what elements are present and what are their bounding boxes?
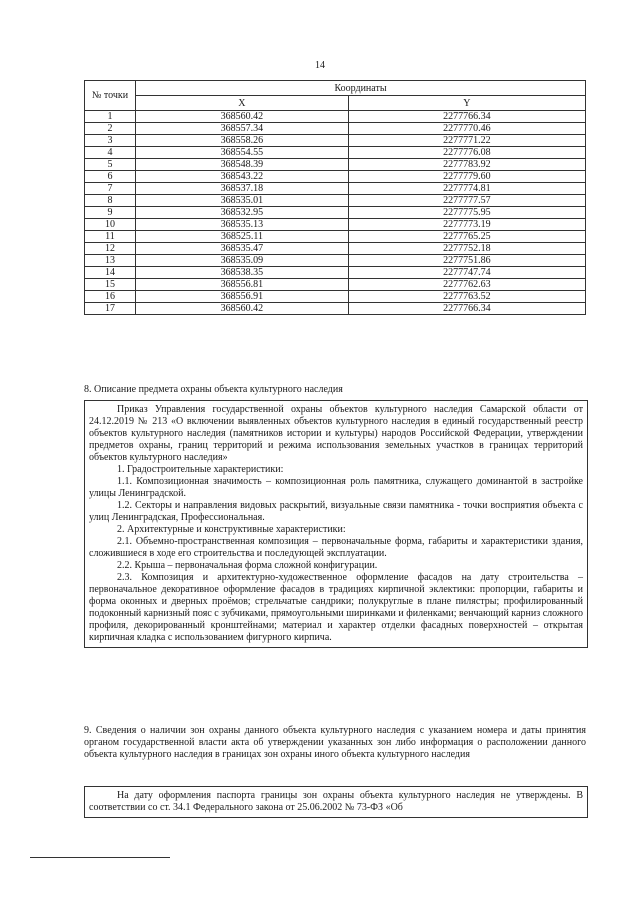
table-row — [85, 243, 586, 255]
y-coordinate-cell: 2277766.34 — [348, 303, 585, 315]
point-number-cell: 10 — [85, 219, 136, 231]
section-8-box — [84, 400, 588, 648]
y-header: Y — [348, 96, 585, 111]
table-row — [85, 207, 586, 219]
y-coordinate-cell: 2277777.57 — [348, 195, 585, 207]
x-coordinate-cell: 368548.39 — [136, 159, 349, 171]
urban-characteristics-heading: 1. Градостроительные характеристики: — [117, 464, 284, 475]
point-number-cell: 4 — [85, 147, 136, 159]
section-8-heading: 8. Описание предмета охраны объекта культурного наследия — [84, 384, 343, 395]
point-number-cell: 16 — [85, 291, 136, 303]
table-row — [85, 219, 586, 231]
point-number-cell: 5 — [85, 159, 136, 171]
y-coordinate-cell: 2277776.08 — [348, 147, 585, 159]
point-number-cell: 2 — [85, 123, 136, 135]
table-row — [85, 267, 586, 279]
architectural-characteristics-heading: 2. Архитектурные и конструктивные характеристики: — [117, 524, 346, 535]
coordinates-header: Координаты — [136, 81, 586, 96]
y-coordinate-cell: 2277773.19 — [348, 219, 585, 231]
compositional-significance: 1.1. Композиционная значимость – композиционная роль памятника, служащего доминантой в застройке улицы Ленинградской. — [89, 476, 583, 499]
point-number-cell: 17 — [85, 303, 136, 315]
x-coordinate-cell: 368560.42 — [136, 111, 349, 123]
x-coordinate-cell: 368532.95 — [136, 207, 349, 219]
table-row — [85, 147, 586, 159]
x-coordinate-cell: 368535.09 — [136, 255, 349, 267]
x-coordinate-cell: 368556.91 — [136, 291, 349, 303]
point-number-cell: 3 — [85, 135, 136, 147]
footnote-rule — [30, 857, 170, 858]
spatial-composition: 2.1. Объемно-пространственная композиция – первоначальные форма, габариты и характеристики здания, сложившиеся в ходе его строительства и последующей эксплуатации. — [89, 536, 583, 559]
x-header: X — [136, 96, 349, 111]
table-row — [85, 183, 586, 195]
point-number-cell: 9 — [85, 207, 136, 219]
point-number-header: № точки — [85, 81, 136, 111]
x-coordinate-cell: 368558.26 — [136, 135, 349, 147]
point-number-cell: 11 — [85, 231, 136, 243]
y-coordinate-cell: 2277751.86 — [348, 255, 585, 267]
x-coordinate-cell: 368537.18 — [136, 183, 349, 195]
table-row — [85, 159, 586, 171]
point-number-cell: 13 — [85, 255, 136, 267]
view-sectors: 1.2. Секторы и направления видовых раскрытий, визуальные связи памятника - точки восприятия объекта с улиц Ленинградская, Профессиональная. — [89, 500, 583, 523]
table-row — [85, 231, 586, 243]
x-coordinate-cell: 368556.81 — [136, 279, 349, 291]
point-number-cell: 8 — [85, 195, 136, 207]
point-number-cell: 12 — [85, 243, 136, 255]
y-coordinate-cell: 2277771.22 — [348, 135, 585, 147]
page-number: 14 — [315, 60, 325, 71]
table-row — [85, 135, 586, 147]
y-coordinate-cell: 2277762.63 — [348, 279, 585, 291]
y-coordinate-cell: 2277765.25 — [348, 231, 585, 243]
table-row — [85, 291, 586, 303]
table-row — [85, 123, 586, 135]
protection-order-text: Приказ Управления государственной охраны объектов культурного наследия Самарской области от 24.12.2019 № 213 «О включении выявленных объектов культурного наследия в единый государственный реестр объектов культурного наследия (памятников истории и культуры) народов Российской Федерации, утверждении предметов охраны, границ территорий и режима использования земельных участков в границах территорий объектов культурного наследия» — [89, 404, 583, 463]
x-coordinate-cell: 368538.35 — [136, 267, 349, 279]
coordinates-table-body — [85, 111, 586, 315]
point-number-cell: 15 — [85, 279, 136, 291]
table-row — [85, 279, 586, 291]
x-coordinate-cell: 368543.22 — [136, 171, 349, 183]
table-row — [85, 171, 586, 183]
y-coordinate-cell: 2277774.81 — [348, 183, 585, 195]
facade-composition: 2.3. Композиция и архитектурно-художественное оформление фасадов на дату строительства – первоначальное декоративное оформление фасадов в традициях кирпичной эклектики: пропорции, габариты и форма оконных и дверных проёмов; стрельчатые сандрики; полукруглые в плане пилястры; профилированный подоконный карнизный пояс с зубчиками, прямоугольными ширинками и филенками; венчающий карниз сложного профиля, декорированный кронштейнами; материал и характер отделки фасадных поверхностей – открытая кирпичная кладка с использованием фигурного кирпича. — [89, 572, 583, 643]
y-coordinate-cell: 2277770.46 — [348, 123, 585, 135]
x-coordinate-cell: 368535.01 — [136, 195, 349, 207]
y-coordinate-cell: 2277747.74 — [348, 267, 585, 279]
y-coordinate-cell: 2277779.60 — [348, 171, 585, 183]
point-number-cell: 7 — [85, 183, 136, 195]
y-coordinate-cell: 2277763.52 — [348, 291, 585, 303]
x-coordinate-cell: 368554.55 — [136, 147, 349, 159]
table-row — [85, 255, 586, 267]
section-9-heading: 9. Сведения о наличии зон охраны данного объекта культурного наследия с указанием номера и даты принятия органом государственной власти акта об утверждении указанных зон либо информация о расположении данного объекта культурного наследия в границах зон охраны иного объекта культурного наследия — [84, 725, 586, 760]
y-coordinate-cell: 2277752.18 — [348, 243, 585, 255]
y-coordinate-cell: 2277783.92 — [348, 159, 585, 171]
section-9-box — [84, 786, 588, 818]
table-row — [85, 195, 586, 207]
coordinates-table — [84, 80, 586, 315]
table-row — [85, 303, 586, 315]
x-coordinate-cell: 368525.11 — [136, 231, 349, 243]
point-number-cell: 1 — [85, 111, 136, 123]
y-coordinate-cell: 2277775.95 — [348, 207, 585, 219]
table-row — [85, 111, 586, 123]
y-coordinate-cell: 2277766.34 — [348, 111, 585, 123]
x-coordinate-cell: 368557.34 — [136, 123, 349, 135]
x-coordinate-cell: 368535.47 — [136, 243, 349, 255]
point-number-cell: 14 — [85, 267, 136, 279]
roof-description: 2.2. Крыша – первоначальная форма сложной конфигурации. — [117, 560, 378, 571]
point-number-cell: 6 — [85, 171, 136, 183]
protection-zones-text: На дату оформления паспорта границы зон охраны объекта культурного наследия не утверждены. В соответствии со ст. 34.1 Федерального закона от 25.06.2002 № 73-ФЗ «Об — [89, 790, 583, 813]
x-coordinate-cell: 368535.13 — [136, 219, 349, 231]
x-coordinate-cell: 368560.42 — [136, 303, 349, 315]
